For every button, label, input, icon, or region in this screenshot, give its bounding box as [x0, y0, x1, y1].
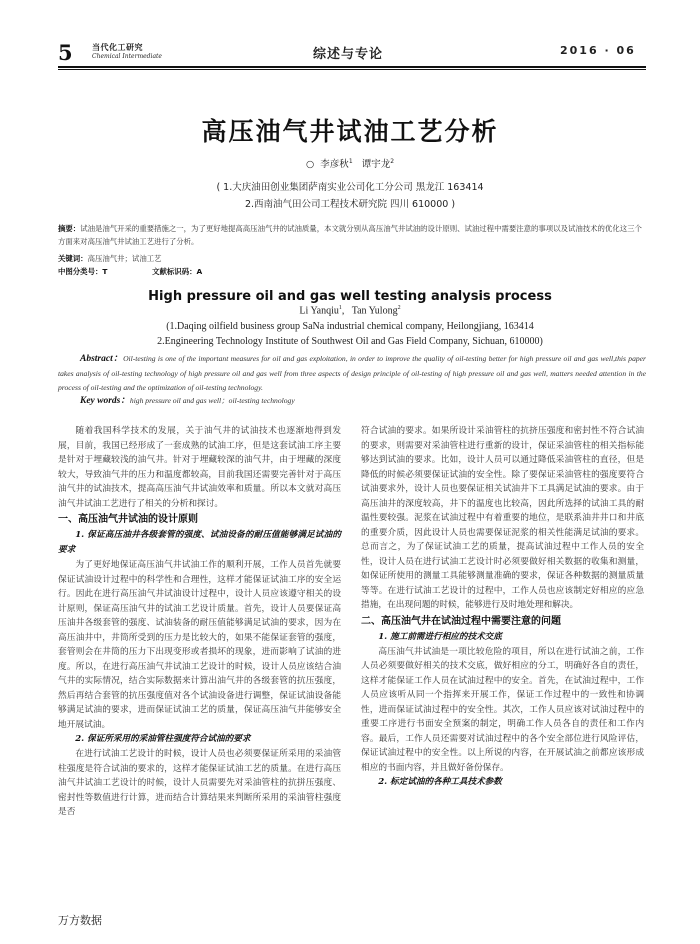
keywords-cn — [58, 252, 646, 265]
abstract-en — [58, 352, 646, 396]
author-2-en: Tan Yulong — [351, 305, 398, 317]
keywords-en — [58, 394, 646, 409]
author-1-en: Li Yanqiu — [299, 305, 339, 317]
affiliation-2: 2.西南油气田公司工程技术研究院 四川 610000 ) — [244, 199, 456, 210]
journal-name-en: Chemical Intermediate — [92, 53, 162, 60]
author-2-sup: 2 — [390, 157, 395, 165]
keywords-en-text: high pressure oil and gas well；oil-testing technology — [129, 396, 295, 405]
abstract-cn-text: 试油是油气开采的重要措施之一，为了更好地提高高压油气井的试油质量，本文就分别从高压油气井试油的设计原则、试油过程中需要注意的事项以及试油技术的优化这三个方面来对高压油气井试油工艺进行了分析。 — [58, 224, 642, 246]
abstract-cn-label: 摘要： — [58, 224, 81, 233]
keywords-cn-text: 高压油气井；试油工艺 — [87, 254, 162, 263]
section-1-heading: 一、高压油气井试油的设计原则 — [58, 514, 198, 525]
affiliation-1: ( 1.大庆油田创业集团萨南实业公司化工分公司 黑龙江 163414 — [216, 182, 484, 193]
affiliation-en-1: (1.Daqing oilfield business group SaNa industrial chemical company, Heilongjiang, 163414 — [166, 321, 534, 332]
keywords-en-label: Key words： — [80, 396, 130, 406]
intro-paragraph: 随着我国科学技术的发展，关于油气井的试油技术也逐渐地得到发展，目前，我国已经形成了一套成熟的试油工序，但是这套试油工序主要是针对于埋藏较浅的油气井。针对于埋藏较深的油气井，由于埋藏的深度较大，导致油气井的压力和温度都较高，目前我国还需要完善针对于高压油气井的试油技术，提高高压油气井试油效率和质量。所以本文就对高压油气井试油工艺进行了相关的分析和探讨。 — [58, 426, 341, 509]
affiliation-en-2: 2.Engineering Technology Institute of Southwest Oil and Gas Field Company, Sichuan, 610000) — [157, 336, 543, 347]
abstract-en-text: Oil-testing is one of the important measures for oil and gas exploitation, in order to improve the quality of oil-testing better for high pressure oil and gas well,this paper takes analysis of oil-testing technology of high pressure oil and gas well from three aspects of design principle of oil-testing of high pressure oil and gas well, matters needed attention in the process of oil-testing and the optimization of oil-testing technology. — [58, 354, 646, 392]
page-number: 5 — [58, 40, 73, 65]
author-1: 李彦秋 — [320, 159, 349, 170]
continued-paragraph: 符合试油的要求。如果所设计采油管柱的抗挤压强度和密封性不符合试油的要求，则需要对采油管柱进行重新的设计，保证采油管柱的相关指标能够达到试油的要求。比如，设计人员可以通过降低采油管柱的直径，但是降低的时候必须要保证试油的安全性。除了要保证采油管柱的强度要符合试油要求外，设计人员也要保证相关试油井下工具满足试油的要求。由于高压油井的深度较高，井下的温度也比较高，因此所选择的试油工具的耐温性要较强。泥浆在试油过程中有着重要的地位，是联系油井井口和井底的重要介质，因此设计人员也需要保证泥浆的相关性能满足试油的要求。总而言之，为了保证试油工艺的质量，提高试油过程中工作人员的安全性，设计人员在进行试油工艺设计时必须要做好相关数据的收集和测量，如保证所使用的测量工具能够测量准确的要求，保证各种数据的测量质量等等。在进行试油工艺设计的过程中，工作人员也应该制定好相应的应急措施，在出现问题的时候，能够进行及时地处理和解决。 — [361, 426, 644, 610]
subsection-2-1-paragraph: 高压油气井试油是一项比较危险的项目，所以在进行试油之前，工作人员必须要做好相关的技术交底，做好相应的分工，明确好各自的责任，这样才能保证工作人员在试油过程中的安全。首先，在试油过程中，工作人员应该听从同一个指挥来开展工作，保证工作过程中的一致性和协调性，进而保证试油过程中的安全性。其次，工作人员应该对试油过程中的重要工序进行书面安全预案的制定，明确工作人员各自的责任和工作内容。最后，工作人员还需要对试油过程中的各个安全部位进行风险评估，保证试油过程中的安全性。以上所说的内容，在开展试油之前都应该形成相应的书面内容，并且做好备份保存。 — [361, 646, 644, 773]
abstract-cn — [58, 222, 646, 248]
watermark-text: 万方数据 — [58, 914, 102, 927]
issue-label: 2016 · 06 — [560, 44, 636, 57]
author-2: 谭宇龙 — [361, 159, 391, 170]
section-title: 综述与专论 — [313, 47, 384, 62]
doc-value: A — [196, 267, 203, 276]
header-rule-thick — [58, 66, 646, 68]
subsection-1-2-paragraph: 在进行试油工艺设计的时候，设计人员也必须要保证所采用的采油管柱强度是符合试油的要求的，这样才能保证试油工艺的质量。在进行高压油气井试油工艺设计的时候，设计人员需要先对采油管柱的抗拼压强度、密封性等数值进行计算，进而结合计算结果来判断所采用的采油管柱强度是否 — [58, 749, 341, 817]
subsection-1-2-heading: 2. 保证所采用的采油管柱强度符合试油的要求 — [75, 734, 251, 744]
author-bullet: ○ — [305, 159, 315, 170]
class-label: 中图分类号： — [58, 267, 103, 276]
section-2-heading: 二、高压油气井在试油过程中需要注意的问题 — [361, 615, 561, 627]
author-1-sup: 1 — [348, 157, 353, 165]
subsection-2-1-heading: 1. 施工前需进行相应的技术交底 — [378, 631, 502, 642]
subsection-1-1-paragraph: 为了更好地保证高压油气井试油工作的顺利开展，工作人员首先就要保证试油设计过程中的科学性和合理性，这样才能保证试油工序的安全运行。因此在进行高压油气井试油设计过程中，设计人员应该遵守相关的设计原则，保证高压油气井的试油工艺设计质量。首先，设计人员要保证高压油井各级套管的强度、试油装备的耐压值能够满足试油的要求，因为在高压油井中，井筒所受到的压力是比较大的，如果不能保证套管的强度，套管则会在井筒的压力下出现变形或者损坏的现象，进而影响了试油的进度。所以，在进行高压油气井试油工艺设计的时候，设计人员应该结合油气井的实际情况，结合实际数据来计算出油气井的各级套管的抗压强度，然后再结合套管的抗压强度值对各个试油设备进行调整，保证试油设备能够满足试油的要求，进而保证试油工艺的质量，保证高压油气井能够安全地开展试油。 — [58, 560, 341, 730]
article-title: 高压油气井试油工艺分析 — [201, 117, 499, 146]
right-column — [361, 424, 644, 790]
doc-label: 文献标识码： — [152, 267, 197, 276]
subsection-1-1-heading: 1. 保证高压油井各级套管的强度、试油设备的耐压值能够满足试油的要求 — [58, 530, 341, 555]
author-2-en-sup: 2 — [397, 305, 401, 311]
keywords-cn-label: 关键词： — [58, 254, 88, 263]
header-rule-thin — [58, 69, 646, 70]
subsection-2-2-heading: 2. 标定试油的各种工具技术参数 — [378, 777, 502, 787]
author-line — [0, 156, 700, 170]
classification-line — [58, 265, 646, 278]
author-1-en-sup: 1 — [338, 305, 342, 311]
abstract-en-label: Abstract： — [80, 354, 124, 364]
title-en: High pressure oil and gas well testing analysis process — [148, 289, 552, 304]
left-column — [58, 424, 341, 820]
class-value: T — [102, 267, 108, 276]
journal-name-cn: 当代化工研究 — [92, 43, 143, 52]
author-line-en: Li Yanqiu$^1$, Tan Yulong$^2$ — [299, 305, 401, 317]
